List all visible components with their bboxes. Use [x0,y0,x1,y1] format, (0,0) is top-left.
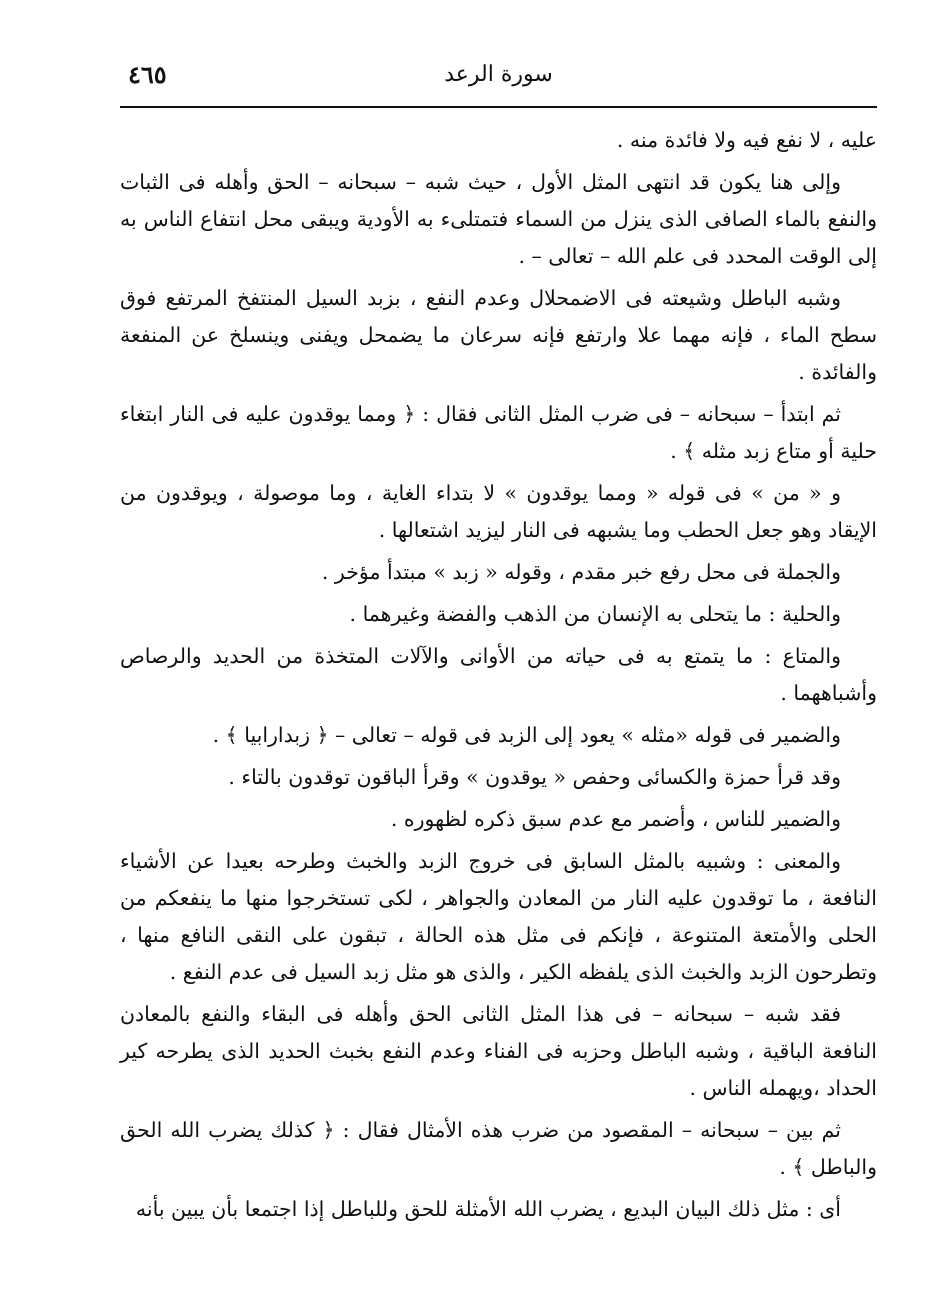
paragraph: والضمير فى قوله «مثله » يعود إلى الزبد فى قوله – تعالى – ﴿ زبدارابيا ﴾ . [212,723,841,747]
surah-title: سورة الرعد [444,62,553,87]
paragraph: وشبه الباطل وشيعته فى الاضمحلال وعدم النفع ، بزبد السيل المنتفخ المرتفع فوق سطح الماء ، فإنه مهما علا وارتفع فإنه سرعان ما يضمحل ويفنى وينسلخ عن المنفعة والفائدة . [120,286,877,384]
paragraph: و « من » فى قوله « ومما يوقدون » لا بتداء الغاية ، وما موصولة ، ويوقدون من الإيقاد وهو جعل الحطب وما يشبهه فى النار ليزيد اشتعالها . [120,481,877,542]
page-number: ٤٦٥ [128,60,167,89]
paragraph: وقد قرأ حمزة والكسائى وحفص « يوقدون » وقرأ الباقون توقدون بالتاء . [228,765,841,789]
paragraph: والحلية : ما يتحلى به الإنسان من الذهب والفضة وغيرهما . [349,602,841,626]
paragraph: والمعنى : وشبيه بالمثل السابق فى خروج الزبد والخبث وطرحه بعيدا عن الأشياء النافعة ، ما توقدون عليه النار من المعادن والجواهر ، لكى تستخرجوا منها ما ينفعكم من الحلى والأمتعة المتنوعة ، فإنكم فى مثل هذه الحالة ، تبقون على النقى النافع منها ، وتطرحون الزبد والخبث الذى يلفظه الكير ، والذى هو مثل زبد السيل فى عدم النفع . [120,849,877,984]
paragraph: والضمير للناس ، وأضمر مع عدم سبق ذكره لظهوره . [390,807,841,831]
page-header [120,58,877,106]
paragraph: والمتاع : ما يتمتع به فى حياته من الأوانى والآلات المتخذة من الحديد والرصاص وأشباههما . [120,644,877,705]
paragraph: وإلى هنا يكون قد انتهى المثل الأول ، حيث شبه – سبحانه – الحق وأهله فى الثبات والنفع بالماء الصافى الذى ينزل من السماء فتمتلىء به الأودية ويبقى محل انتفاع الناس به إلى الوقت المحدد فى علم الله – تعالى – . [120,170,877,268]
paragraph: ثم بين – سبحانه – المقصود من ضرب هذه الأمثال فقال : ﴿ كذلك يضرب الله الحق والباطل ﴾ . [120,1118,877,1179]
paragraph: والجملة فى محل رفع خبر مقدم ، وقوله « زبد » مبتدأ مؤخر . [321,560,841,584]
header-divider [120,106,877,108]
paragraph: عليه ، لا نفع فيه ولا فائدة منه . [616,128,877,152]
paragraph: ثم ابتدأ – سبحانه – فى ضرب المثل الثانى فقال : ﴿ ومما يوقدون عليه فى النار ابتغاء حلية أو متاع زبد مثله ﴾ . [120,402,877,463]
paragraph: فقد شبه – سبحانه – فى هذا المثل الثانى الحق وأهله فى البقاء والنفع بالمعادن النافعة الباقية ، وشبه الباطل وحزبه فى الفناء وعدم النفع بخبث الحديد الذى يطرحه كير الحداد ،ويهمله الناس . [120,1002,877,1100]
paragraph: أى : مثل ذلك البيان البديع ، يضرب الله الأمثلة للحق وللباطل إذا اجتمعا بأن يبين بأنه [135,1197,841,1221]
page-body [120,122,877,1228]
